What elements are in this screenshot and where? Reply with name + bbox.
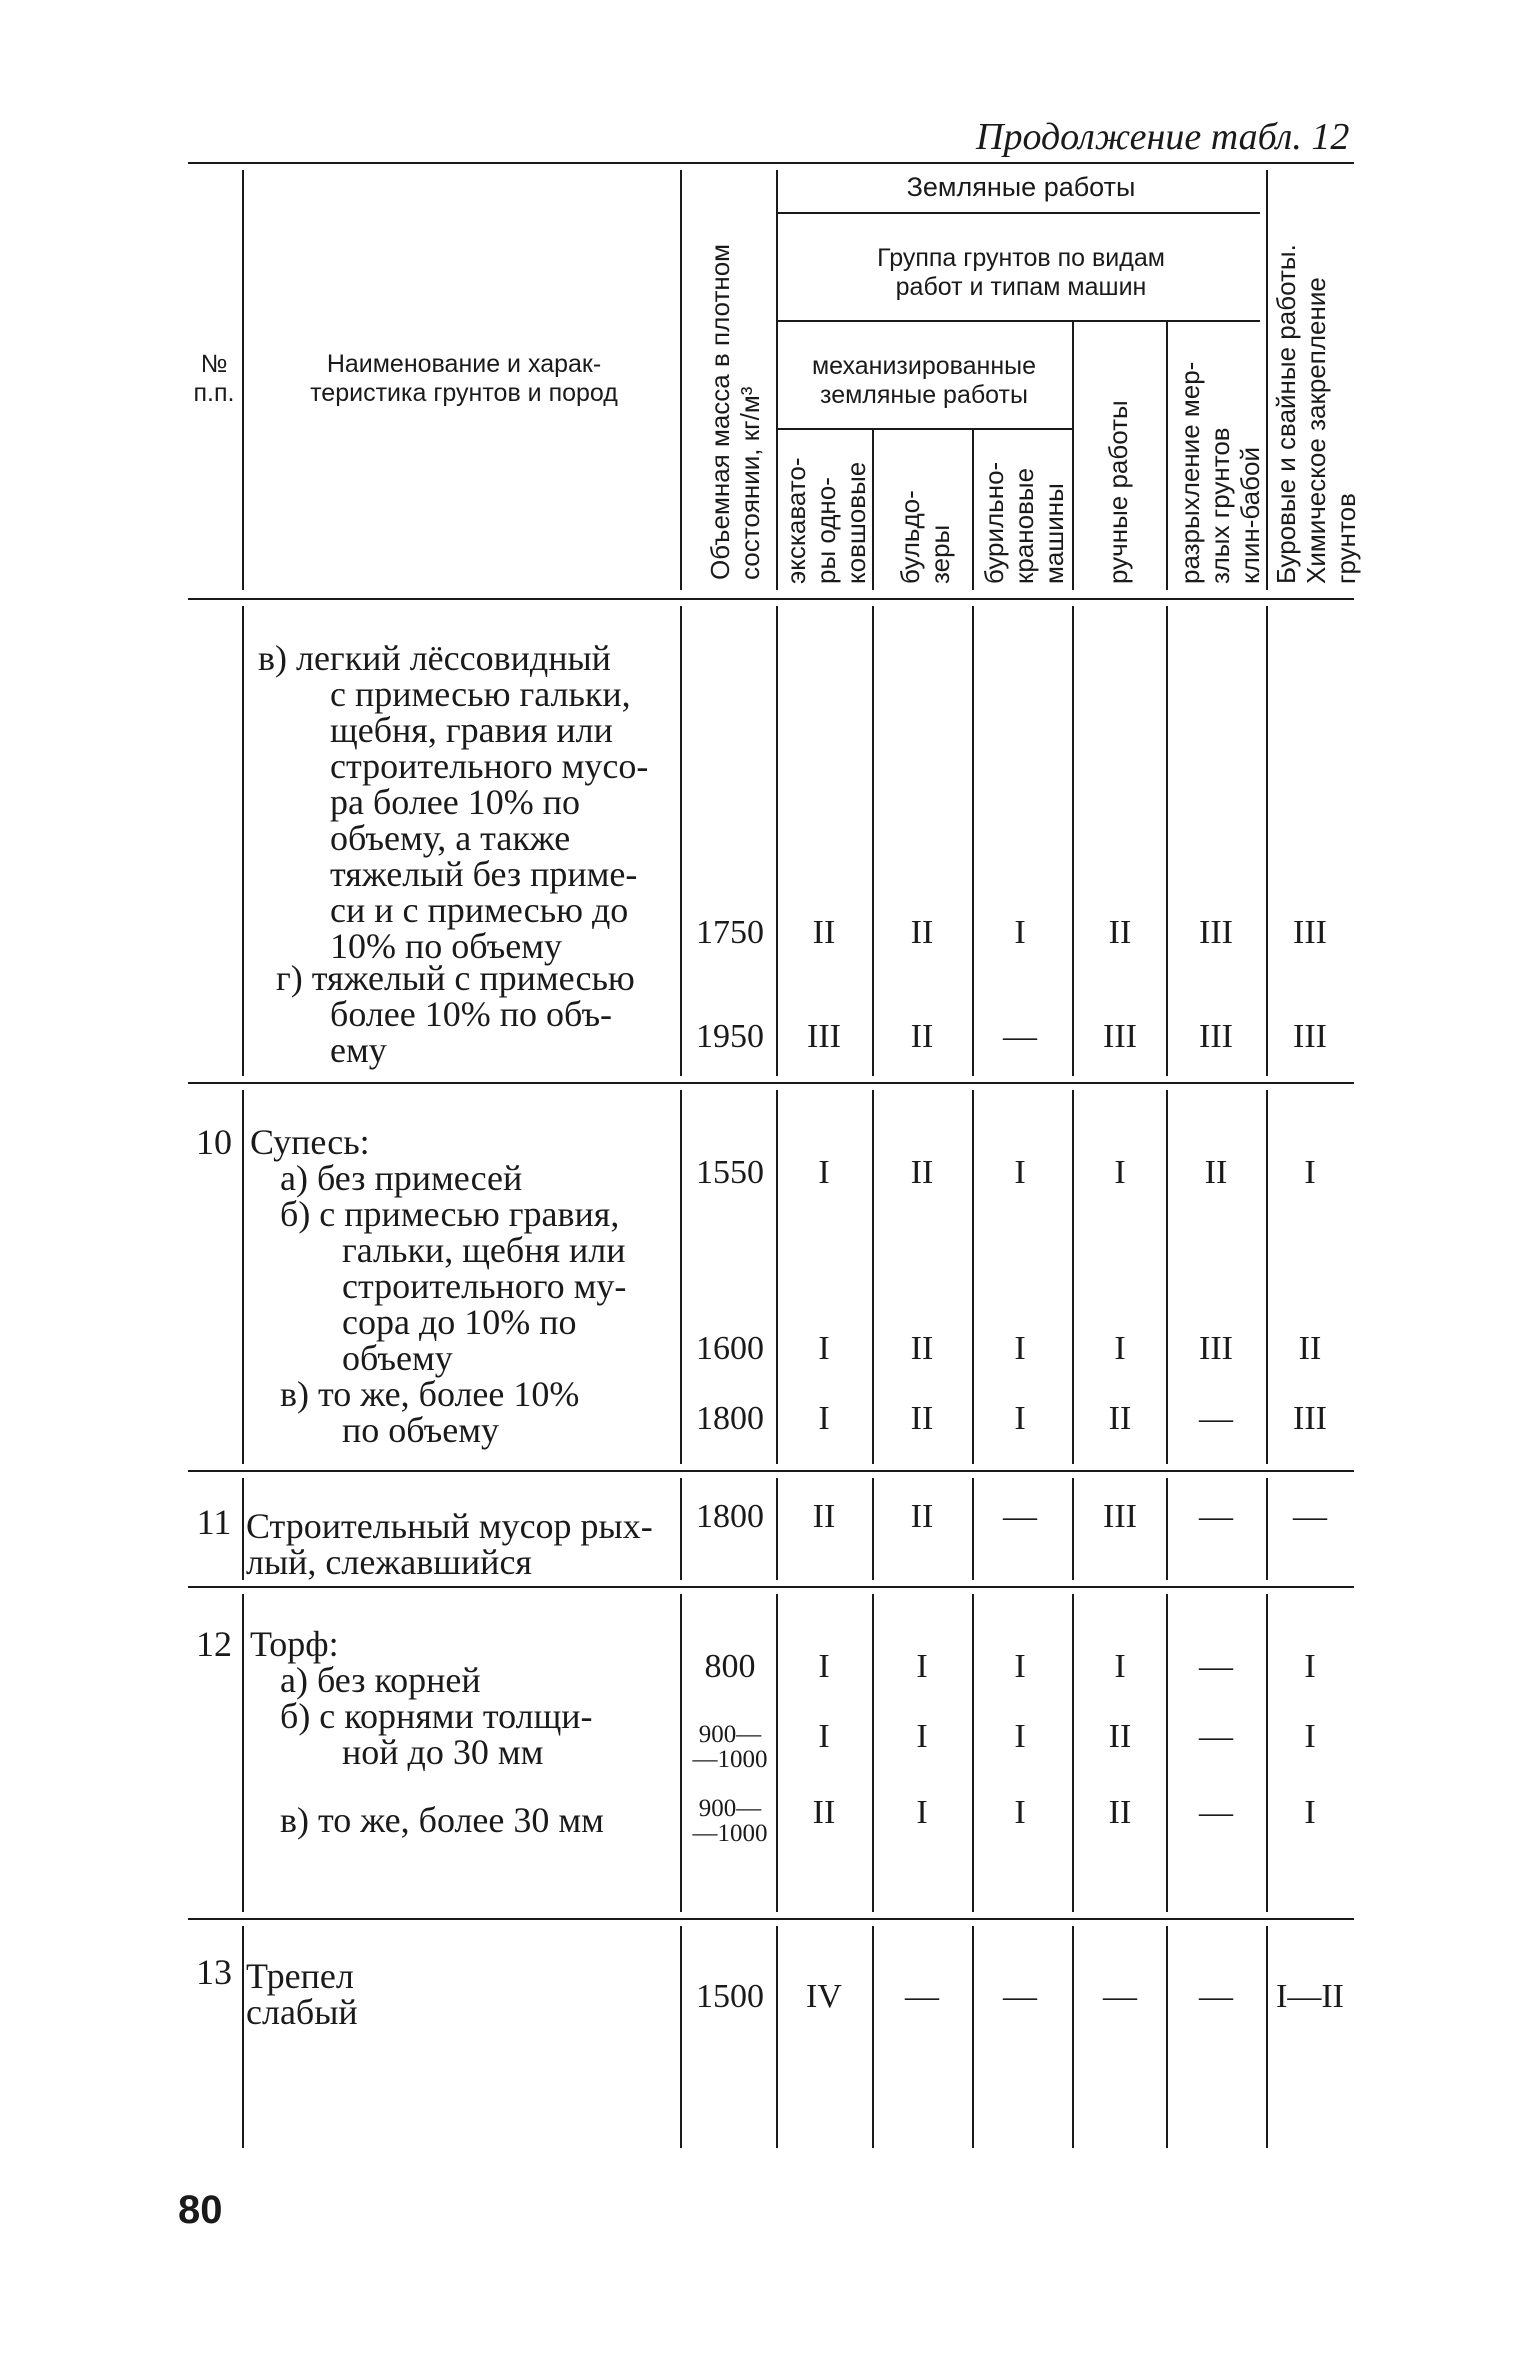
row-11-values-cell: —: [1003, 1498, 1037, 1535]
header-vline-6: [1072, 322, 1074, 590]
row-12a-values-cell: I: [1114, 1648, 1126, 1685]
row-10-description: Супесь: а) без примесей б) с примесью гравия, гальки, щебня или строительного му- сора до 10% по объему в) то же, более 10% по объему: [250, 1122, 627, 1450]
row-10-number: 10: [196, 1122, 232, 1162]
column-divider: [680, 606, 682, 1076]
column-divider: [1072, 1926, 1074, 2148]
row-10a-values-cell: II: [910, 1154, 934, 1191]
column-divider: [1266, 606, 1268, 1076]
row-10a-values-cell: I: [1304, 1154, 1316, 1191]
row-12a-values-cell: I: [818, 1648, 830, 1685]
header-vline-5: [972, 428, 974, 590]
column-divider: [1166, 1926, 1168, 2148]
row-10b-values-cell: III: [1199, 1330, 1233, 1367]
row-12b-values-cell: I: [916, 1718, 928, 1755]
row-13-description: Трепел слабый: [246, 1956, 358, 2032]
row-12b-values-cell: I: [818, 1718, 830, 1755]
page-number: 80: [178, 2188, 223, 2232]
row-12a-values-cell: I: [916, 1648, 928, 1685]
header-number: № п.п.: [193, 350, 235, 407]
row-10a-values-cell: I: [1114, 1154, 1126, 1191]
row-12a-values-cell: I: [1304, 1648, 1316, 1685]
row-10a-values-cell: 1550: [696, 1154, 764, 1191]
row-10b-values-cell: II: [1298, 1330, 1322, 1367]
column-divider: [872, 1478, 874, 1580]
column-divider: [242, 1594, 244, 1912]
mechanized-rule: [776, 428, 1072, 430]
row-9v-values-cell: III: [1199, 914, 1233, 951]
groups-rule: [776, 320, 1260, 322]
header-name: Наименование и харак- теристика грунтов и пород: [310, 350, 618, 407]
header-vline-7: [1166, 322, 1168, 590]
header-manual: ручные работы: [1103, 400, 1133, 584]
column-divider: [872, 606, 874, 1076]
column-divider: [972, 1926, 974, 2148]
row-12a-values-cell: I: [1014, 1648, 1026, 1685]
row-10a-values-cell: II: [1204, 1154, 1228, 1191]
row-10a-values-cell: I: [1014, 1154, 1026, 1191]
column-divider: [242, 606, 244, 1076]
header-groups: Группа грунтов по видам работ и типам машин: [877, 244, 1165, 301]
row-13-values-cell: —: [905, 1978, 939, 2015]
header-bottom-rule: [188, 598, 1354, 600]
row-12v-values-cell: II: [812, 1794, 836, 1831]
row-9g-values-cell: —: [1003, 1018, 1037, 1055]
header-mechanized: механизированные земляные работы: [811, 352, 1037, 409]
row-9v-values-cell: II: [1108, 914, 1132, 951]
column-divider: [1166, 1090, 1168, 1464]
row-11-values-cell: —: [1293, 1498, 1327, 1535]
header-excavators: экскавато- ры одно- ковшовые: [781, 457, 871, 584]
row-10v-values-cell: III: [1293, 1400, 1327, 1437]
earthworks-rule: [776, 212, 1260, 214]
column-divider: [1072, 606, 1074, 1076]
column-divider: [1166, 1594, 1168, 1912]
row-12b-density: 900— —1000: [692, 1721, 768, 1773]
header-drilling: бурильно- крановые машины: [979, 461, 1069, 584]
column-divider: [680, 1090, 682, 1464]
row-13-values-cell: I—II: [1276, 1978, 1344, 2015]
column-divider: [242, 1926, 244, 2148]
column-divider: [972, 606, 974, 1076]
header-earthworks: Земляные работы: [906, 172, 1136, 202]
column-divider: [1166, 1478, 1168, 1580]
row-9g-values-cell: III: [1199, 1018, 1233, 1055]
row-9g-values-cell: III: [807, 1018, 841, 1055]
row-13-values-cell: IV: [806, 1978, 842, 2015]
row-10v-values-cell: 1800: [696, 1400, 764, 1437]
column-divider: [242, 1478, 244, 1580]
row-9v-values-cell: 1750: [696, 914, 764, 951]
row-12v-values-cell: I: [1014, 1794, 1026, 1831]
header-vline-4: [872, 428, 874, 590]
row-9v-values-cell: II: [910, 914, 934, 951]
row-11-number: 11: [196, 1502, 232, 1542]
row-11-values-cell: —: [1199, 1498, 1233, 1535]
row-10b-values-cell: II: [910, 1330, 934, 1367]
row-10b-values-cell: I: [818, 1330, 830, 1367]
row-12b-values-cell: I: [1304, 1718, 1316, 1755]
separator-after-row-12: [188, 1918, 1354, 1920]
row-9v-values-cell: III: [1293, 914, 1327, 951]
column-divider: [242, 1090, 244, 1464]
row-10b-values-cell: I: [1014, 1330, 1026, 1367]
row-13-number: 13: [196, 1952, 232, 1992]
column-divider: [680, 1926, 682, 2148]
row-13-values-cell: —: [1199, 1978, 1233, 2015]
header-vline-1: [242, 170, 244, 590]
separator-after-row-9: [188, 1082, 1354, 1084]
row-11-values-cell: III: [1103, 1498, 1137, 1535]
row-12a-values-cell: —: [1199, 1648, 1233, 1685]
column-divider: [776, 1926, 778, 2148]
row-11-values-cell: II: [812, 1498, 836, 1535]
header-piling: Буровые и свайные работы. Химическое закрепление грунтов: [1271, 244, 1361, 584]
column-divider: [872, 1594, 874, 1912]
row-9v-values-cell: II: [812, 914, 836, 951]
row-12v-description: в) то же, более 30 мм: [280, 1800, 604, 1840]
header-vline-2: [680, 170, 682, 590]
row-13-values-cell: —: [1103, 1978, 1137, 2015]
column-divider: [872, 1926, 874, 2148]
row-10b-values-cell: 1600: [696, 1330, 764, 1367]
row-12v-density: 900— —1000: [692, 1795, 768, 1847]
row-9g-values-cell: III: [1103, 1018, 1137, 1055]
row-9v-description: в) легкий лёссовидный с примесью гальки, щебня, гравия или строительного мусо- ра более 10% по объему, а также тяжелый без приме- си и с примесью до 10% по объему: [258, 638, 649, 966]
row-9g-values-cell: 1950: [696, 1018, 764, 1055]
row-9g-description: г) тяжелый с примесью более 10% по объ- ему: [276, 958, 635, 1070]
separator-after-row-10: [188, 1470, 1354, 1472]
row-9v-values-cell: I: [1014, 914, 1026, 951]
column-divider: [776, 606, 778, 1076]
row-10v-values-cell: I: [1014, 1400, 1026, 1437]
row-12-number: 12: [196, 1624, 232, 1664]
row-12b-values-cell: —: [1199, 1718, 1233, 1755]
column-divider: [1266, 1926, 1268, 2148]
row-10v-values-cell: —: [1199, 1400, 1233, 1437]
row-10a-values-cell: I: [818, 1154, 830, 1191]
header-density: Объемная масса в плотном состоянии, кг/м³: [705, 243, 765, 580]
row-13-values-cell: 1500: [696, 1978, 764, 2015]
row-10b-values-cell: I: [1114, 1330, 1126, 1367]
header-ripping: разрыхление мер- злых грунтов клин-бабой: [1175, 361, 1265, 584]
header-top-rule: [188, 162, 1354, 164]
row-12b-values-cell: I: [1014, 1718, 1026, 1755]
separator-after-row-11: [188, 1586, 1354, 1588]
column-divider: [872, 1090, 874, 1464]
row-9g-values-cell: III: [1293, 1018, 1327, 1055]
row-12v-values-cell: II: [1108, 1794, 1132, 1831]
row-13-values-cell: —: [1003, 1978, 1037, 2015]
row-11-values-cell: II: [910, 1498, 934, 1535]
row-12v-values-cell: I: [916, 1794, 928, 1831]
row-9g-values-cell: II: [910, 1018, 934, 1055]
column-divider: [680, 1478, 682, 1580]
header-vline-8: [1266, 170, 1268, 590]
row-12-description: Торф: а) без корней б) с корнями толщи- ной до 30 мм: [250, 1624, 593, 1772]
row-10v-values-cell: II: [910, 1400, 934, 1437]
row-10v-values-cell: II: [1108, 1400, 1132, 1437]
header-bulldozers: бульдо- зеры: [895, 490, 955, 584]
row-11-description: Строительный мусор рых- лый, слежавшийся: [246, 1506, 653, 1582]
row-12v-values-cell: I: [1304, 1794, 1316, 1831]
row-10v-values-cell: I: [818, 1400, 830, 1437]
row-12b-values-cell: II: [1108, 1718, 1132, 1755]
column-divider: [680, 1594, 682, 1912]
row-12v-values-cell: —: [1199, 1794, 1233, 1831]
row-11-values-cell: 1800: [696, 1498, 764, 1535]
column-divider: [1166, 606, 1168, 1076]
row-12a-values-cell: 800: [704, 1648, 756, 1685]
table-caption: Продолжение табл. 12: [976, 116, 1350, 158]
